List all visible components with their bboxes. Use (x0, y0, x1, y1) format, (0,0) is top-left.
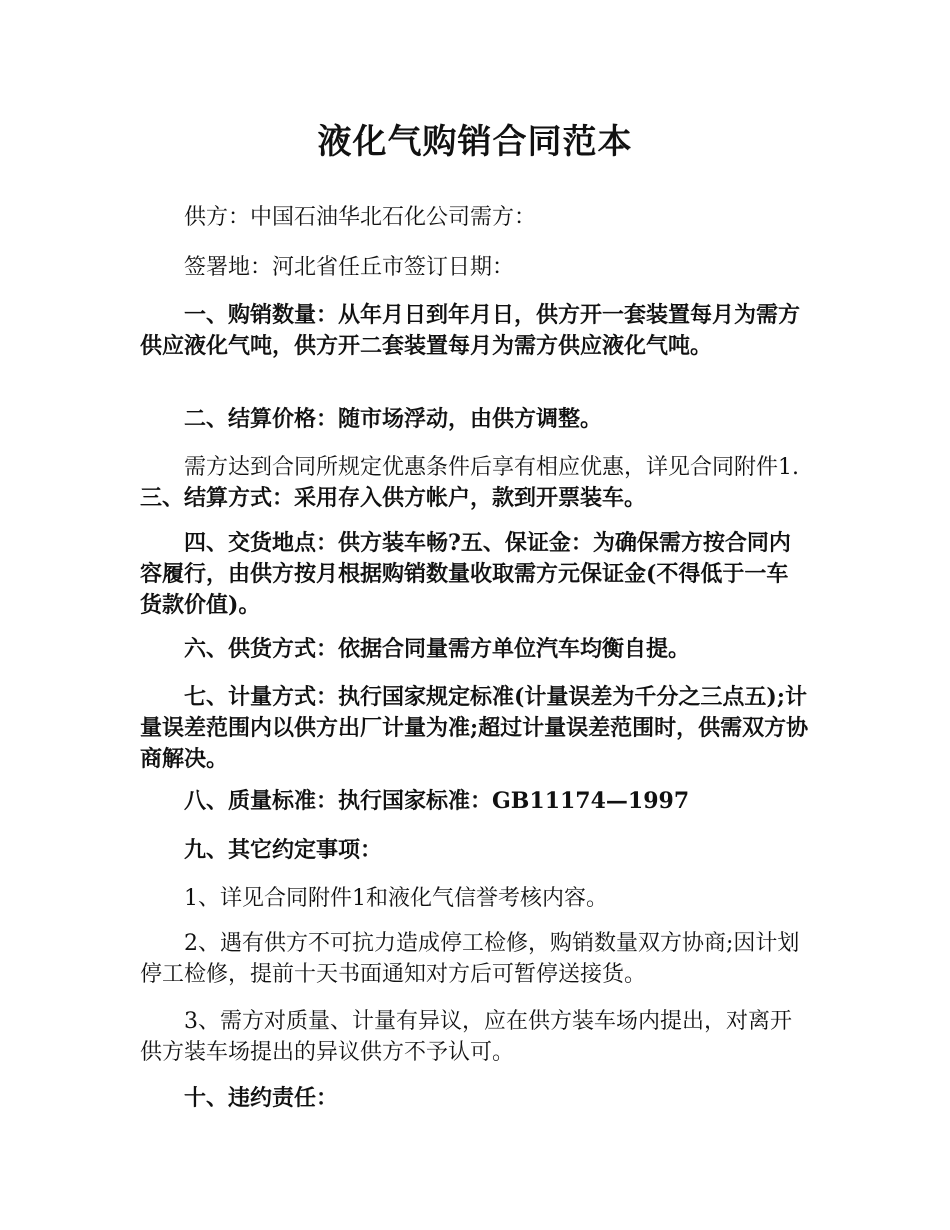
clause-2-price: 二、结算价格：随市场浮动，由供方调整。 (184, 406, 603, 432)
supplier-line: 供方：中国石油华北石化公司需方： (184, 205, 537, 230)
clause-2-discount (140, 452, 810, 514)
discount-text: 需方达到合同所规定优惠条件后享有相应优惠，详见合同附件1. (184, 455, 799, 480)
clause-10-liability: 十、违约责任： (184, 1085, 339, 1111)
document-title: 液化气购销合同范本 (317, 122, 633, 162)
clause-3-settlement: 三、结算方式：采用存入供方帐户，款到开票装车。 (140, 485, 647, 511)
clause-9-item-1: 1、详见合同附件1和液化气信誉考核内容。 (184, 886, 608, 911)
clause-9-other: 九、其它约定事项： (184, 837, 383, 863)
clause-7-metering: 七、计量方式：执行国家规定标准(计量误差为千分之三点五);计量误差范围内以供方出厂计量为准;超过计量误差范围时，供需双方协商解决。 (140, 684, 809, 772)
clause-4-5-delivery-deposit: 四、交货地点：供方装车畅?五、保证金：为确保需方按合同内容履行，由供方按月根据购销数量收取需方元保证金(不得低于一车货款价值)。 (140, 530, 791, 618)
signing-line: 签署地：河北省任丘市签订日期： (184, 255, 515, 280)
clause-9-item-3: 3、需方对质量、计量有异议，应在供方装车场内提出，对离开供方装车场提出的异议供方不予认可。 (140, 1009, 792, 1065)
clause-8-quality: 八、质量标准：执行国家标准：GB11174—1997 (184, 788, 690, 814)
clause-9-item-2: 2、遇有供方不可抗力造成停工检修，购销数量双方协商;因计划停工检修，提前十天书面通知对方后可暂停送接货。 (140, 931, 800, 987)
clause-6-supply-method: 六、供货方式：依据合同量需方单位汽车均衡自提。 (184, 636, 691, 662)
clause-1-quantity: 一、购销数量：从年月日到年月日，供方开一套装置每月为需方供应液化气吨，供方开二套装置每月为需方供应液化气吨。 (140, 302, 801, 359)
